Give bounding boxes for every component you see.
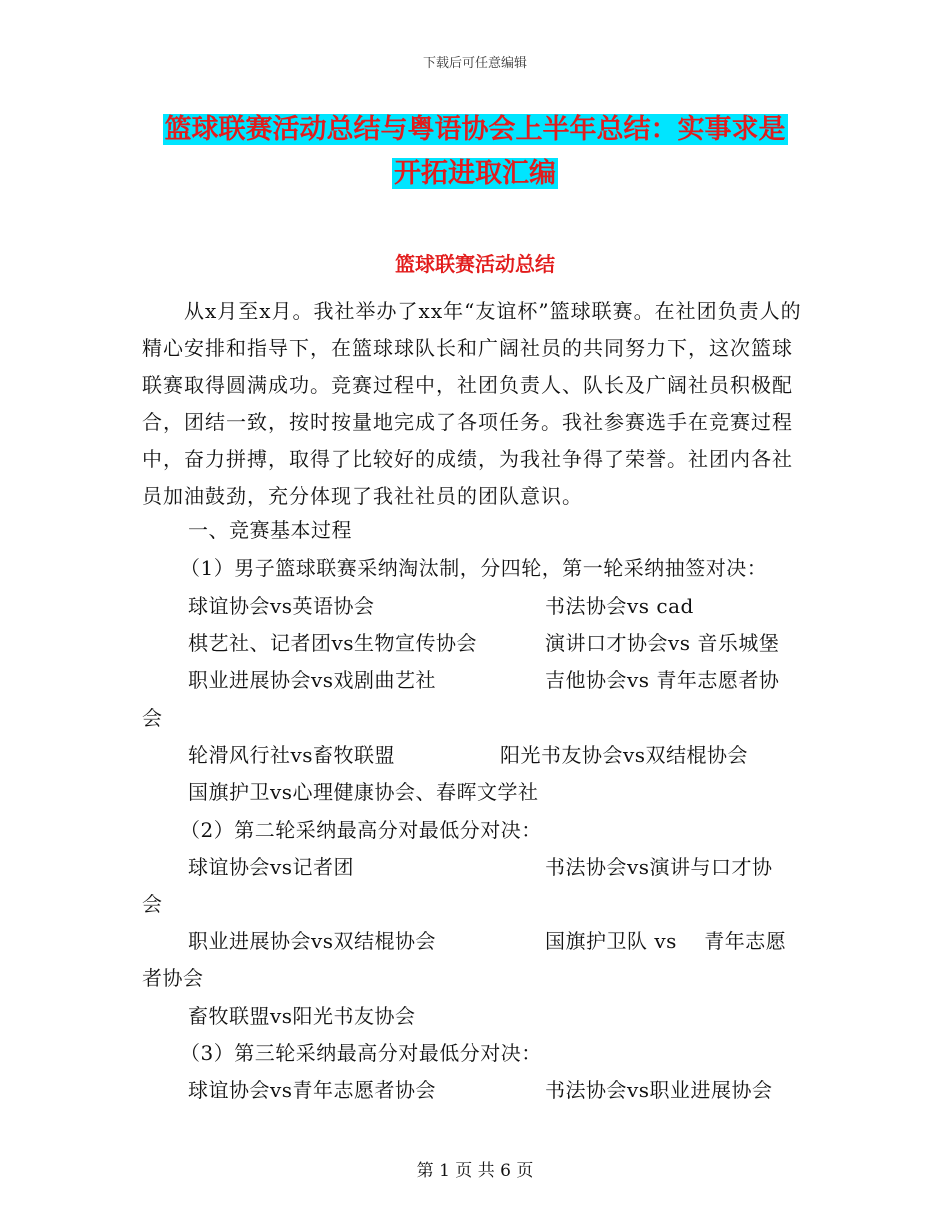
round2-heading: （2）第二轮采纳最高分对最低分对决：: [180, 818, 542, 842]
match-item: 演讲口才协会vs 音乐城堡: [545, 631, 780, 655]
match-item: 轮滑风行社vs畜牧联盟: [188, 743, 396, 767]
match-item: 棋艺社、记者团vs生物宣传协会: [188, 631, 478, 655]
match-item: 书法协会vs职业进展协会: [545, 1078, 773, 1102]
round1-heading: （1）男子篮球联赛采纳淘汰制，分四轮，第一轮采纳抽签对决：: [180, 556, 768, 580]
match-item: 书法协会vs演讲与口才协: [545, 855, 773, 879]
section-title: 篮球联赛活动总结: [395, 252, 555, 276]
intro-paragraph: 从x月至x月。我社举办了xx年“友谊杯”篮球联赛。在社团负责人的精心安排和指导下，在篮球球队长和广阔社员的共同努力下，这次篮球联赛取得圆满成功。竞赛过程中，社团负责人、队长及广阔社员积极配合，团结一致，按时按量地完成了各项任务。我社参赛选手在竞赛过程中，奋力拼搏，取得了比较好的成绩，为我社争得了荣誉。社团内各社员加油鼓劲，充分体现了我社社员的团队意识。: [142, 299, 802, 508]
match-item: 球谊协会vs英语协会: [188, 594, 375, 618]
title-line-1: 篮球联赛活动总结与粤语协会上半年总结：实事求是: [164, 114, 786, 145]
page-number: 第 1 页 共 6 页: [416, 1161, 534, 1181]
match-item: 书法协会vs cad: [545, 594, 694, 618]
match-item: 国旗护卫队 vs 青年志愿: [545, 929, 787, 953]
match-item: 球谊协会vs记者团: [188, 855, 355, 879]
section-heading: 一、竞赛基本过程: [188, 518, 352, 542]
document-title: [140, 108, 810, 196]
title-line-2: 开拓进取汇编: [394, 158, 556, 189]
round3-heading: （3）第三轮采纳最高分对最低分对决：: [180, 1041, 542, 1065]
match-item: 国旗护卫vs心理健康协会、春晖文学社: [188, 780, 539, 804]
match-item-continued: 会: [142, 706, 163, 730]
match-item: 球谊协会vs青年志愿者协会: [188, 1078, 437, 1102]
match-item-continued: 者协会: [142, 966, 204, 990]
match-item-continued: 会: [142, 892, 163, 916]
page-header: 下载后可任意编辑: [422, 56, 527, 71]
match-item: 畜牧联盟vs阳光书友协会: [188, 1004, 416, 1028]
match-item: 职业进展协会vs戏剧曲艺社: [188, 668, 437, 692]
match-item: 阳光书友协会vs双结棍协会: [500, 743, 749, 767]
match-item: 吉他协会vs 青年志愿者协: [545, 668, 780, 692]
match-item: 职业进展协会vs双结棍协会: [188, 929, 437, 953]
